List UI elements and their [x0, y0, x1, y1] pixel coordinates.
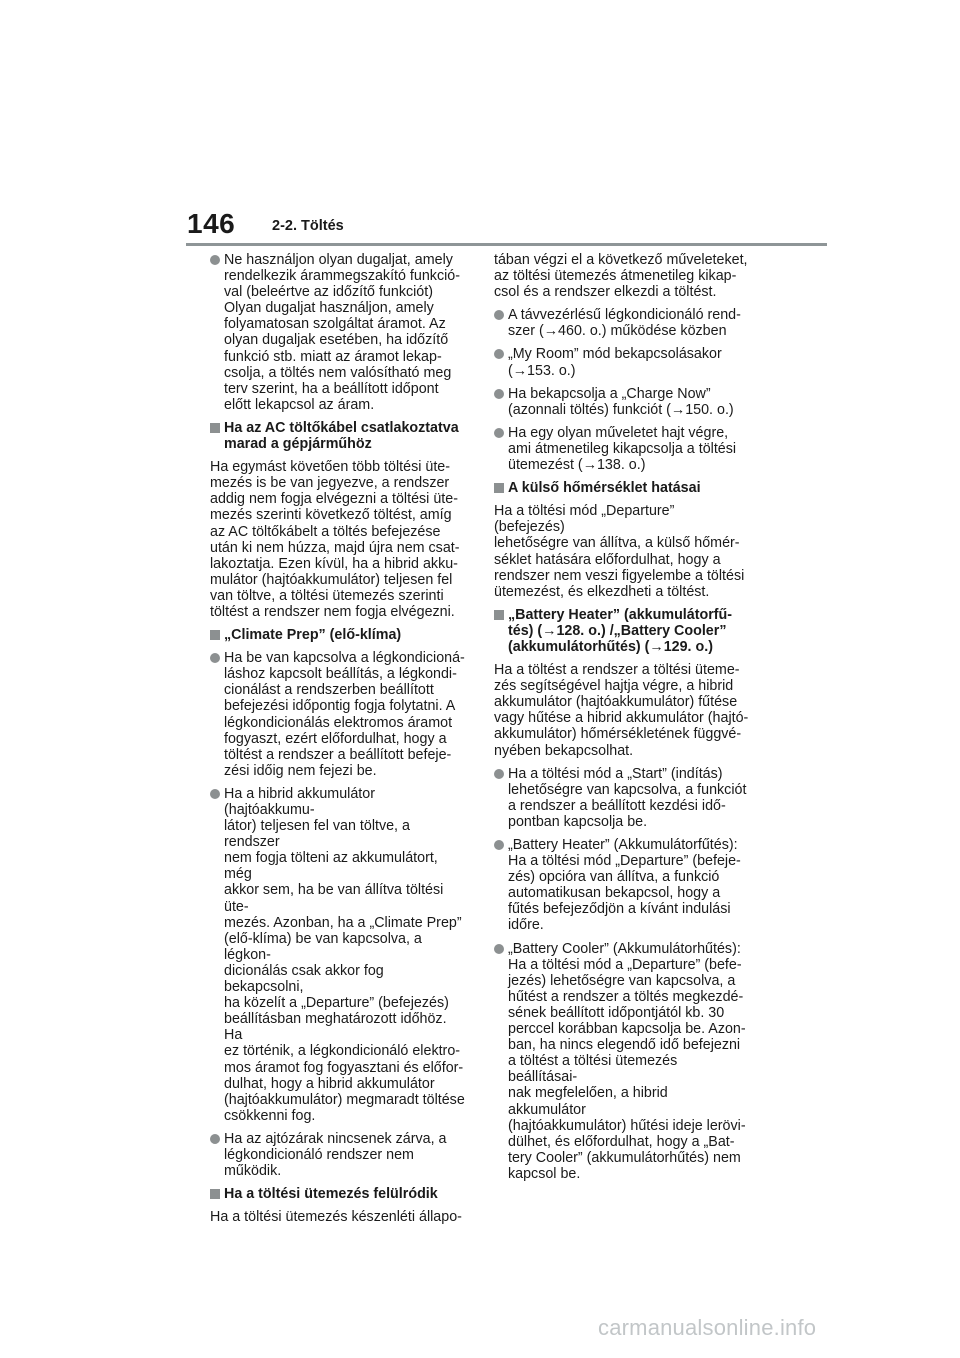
bullet-dot-icon [494, 840, 504, 850]
heading-square-icon [210, 630, 220, 640]
bullet-dot-icon [494, 389, 504, 399]
bullet-item [494, 307, 749, 339]
watermark: carmanualsonline.info [598, 1315, 817, 1340]
block-text: Ha a töltési ütemezés készenléti állapo- [210, 1209, 462, 1226]
block-text: Ha bekapcsolja a „Charge Now” (azonnali töltés) funkciót (→150. o.) [508, 385, 734, 418]
bullet-dot-icon [210, 789, 220, 799]
bullet-dot-icon [494, 310, 504, 320]
bullet-item [494, 386, 749, 418]
bullet-dot-icon [210, 653, 220, 663]
block-text: Ha a hibrid akkumulátor (hajtóakkumu- látor) teljesen fel van töltve, a rendszer nem fogja tölteni az akkumulátort, még akkor sem, ha be van állítva töltési üte- mezés. Azonban, ha a „Climate Prep” (elő-klíma) be van kapcsolva, a légkon- dicionálás csak akkor fog bekapcsolni, ha közelít a „Departure” (befejezés) beállításban meghatározott időhöz. Ha ez történik, a légkondicionáló elektro- mos áramot fog fogyasztani és előfor- dulhat, hogy a hibrid akkumulátor (hajtóakkumulátor) megmaradt töltése csökkenni fog. [224, 785, 465, 1124]
block-text: Ne használjon olyan dugaljat, amely rendelkezik árammegszakító funkció- val (beleértve az időzítő funkciót) Olyan dugaljat használjon, amely folyamatosan szolgáltat áramot. Az olyan dugaljak esetében, ha időzítő funkció stb. miatt az áramot lekap- csolja, a töltés nem valósítható meg terv szerint, ha a beállított időpont előtt lekapcsol az áram. [224, 252, 460, 413]
block-text: Ha a töltési mód a „Start” (indítás) lehetőségre van kapcsolva, a funkciót a rendszer a beállított kezdési idő- pontban kapcsolja be. [508, 765, 747, 830]
heading-square-icon [494, 483, 504, 493]
bullet-item [494, 425, 749, 473]
section-heading [494, 607, 749, 655]
section-heading [210, 627, 465, 643]
paragraph [210, 1209, 465, 1225]
bullet-item [210, 252, 465, 413]
paragraph [210, 459, 465, 620]
block-text: Ha a töltési ütemezés felülródik [224, 1186, 438, 1203]
left-column [210, 252, 465, 1232]
bullet-item [494, 346, 749, 378]
section-heading [210, 1186, 465, 1202]
heading-square-icon [210, 1189, 220, 1199]
section-heading [494, 480, 749, 496]
block-text: „Climate Prep” (elő-klíma) [224, 627, 402, 644]
heading-square-icon [210, 423, 220, 433]
section-heading [210, 420, 465, 452]
section-title: 2-2. Töltés [272, 218, 344, 234]
bullet-item [210, 786, 465, 1124]
block-text: A külső hőmérséklet hatásai [508, 480, 701, 497]
block-text: tában végzi el a következő műveleteket, az töltési ütemezés átmenetileg kikap- csol és a rendszer elkezdi a töltést. [494, 252, 748, 301]
bullet-dot-icon [494, 428, 504, 438]
block-text: Ha az AC töltőkábel csatlakoztatva marad a gépjárműhöz [224, 419, 459, 453]
bullet-dot-icon [494, 769, 504, 779]
bullet-dot-icon [210, 255, 220, 265]
page-header [0, 0, 960, 260]
block-text: Ha a töltési mód „Departure” (befejezés) lehetőségre van állítva, a külső hőmér- séklet hatására előfordulhat, hogy a rendszer nem veszi figyelembe a töltési ütemezést, és elkezdheti a töltést. [494, 503, 745, 600]
paragraph [494, 252, 749, 300]
heading-square-icon [494, 610, 504, 620]
block-text: Ha egy olyan műveletet hajt végre, ami átmenetileg kikapcsolja a töltési ütemezést (→138. o.) [508, 424, 737, 474]
block-text: Ha be van kapcsolva a légkondicioná- láshoz kapcsolt beállítás, a légkondi- cionálást a rendszerben beállított befejezési időpontig fogja folytatni. A légkondicionálás elektromos áramot fogyaszt, ezért előfordulhat, hogy a töltést a rendszer a beállított befeje- zési időig nem fejezi be. [224, 650, 465, 779]
page-number: 146 [187, 208, 236, 239]
block-text: A távvezérlésű légkondicionáló rend- szer (→460. o.) működése közben [508, 307, 741, 340]
block-text: „My Room” mód bekapcsolásakor (→153. o.) [508, 346, 722, 379]
bullet-dot-icon [210, 1134, 220, 1144]
bullet-item [210, 1131, 465, 1179]
paragraph [494, 503, 749, 600]
bullet-item [494, 766, 749, 830]
bullet-item [494, 837, 749, 934]
block-text: „Battery Heater” (Akkumulátorfűtés): Ha a töltési mód „Departure” (befeje- zés) opcióra van állítva, a funkció automatikusan bekapcsol, hogy a fűtés befejeződjön a kívánt indulási időre. [508, 837, 741, 934]
bullet-item [210, 650, 465, 779]
paragraph [494, 662, 749, 759]
block-text: Ha egymást követően több töltési üte- mezés is be van jegyezve, a rendszer addig nem fogja elvégezni a töltési üte- mezés szerinti következő töltést, amíg az AC töltőkábelt a töltés befejezése után ki nem húzza, majd újra nem csat- lakoztatja. Ezen kívül, ha a hibrid akku- mulátor (hajtóakkumulátor) teljesen fel van töltve, a töltési ütemezés szerinti töltést a rendszer nem fogja elvégezni. [210, 459, 460, 620]
bullet-dot-icon [494, 944, 504, 954]
block-text: Ha a töltést a rendszer a töltési üteme- zés segítségével hajtja végre, a hibrid akkumulátor (hajtóakkumulátor) fűtése vagy hűtése a hibrid akkumulátor (hajtó- akkumulátor) hőmérsékletének függvé- nyében bekapcsolhat. [494, 662, 749, 759]
bullet-item [494, 941, 749, 1182]
block-text: „Battery Cooler” (Akkumulátorhűtés): Ha a töltési mód a „Departure” (befe- jezés) lehetőségre van kapcsolva, a hűtést a rendszer a töltés megkezdé- sének beállított időpontjától kb. 30 perccel korábban kapcsolja be. Azon- ban, ha nincs elegendő idő befejezni a töltést a töltési ütemezés beállításai- nak megfelelően, a hibrid akkumulátor (hajtóakkumulátor) hűtési ideje lerövi- dülhet, és előfordulhat, hogy a „Bat- tery Cooler” (akkumulátorhűtés) nem kapcsol be. [508, 940, 746, 1182]
header-rule [186, 243, 827, 246]
right-column [494, 252, 749, 1189]
block-text: „Battery Heater” (akkumulátorfű- tés) (→128. o.) /„Battery Cooler” (akkumulátorhűtés) (→129. o.) [508, 606, 733, 655]
block-text: Ha az ajtózárak nincsenek zárva, a légkondicionáló rendszer nem működik. [224, 1130, 447, 1180]
bullet-dot-icon [494, 349, 504, 359]
